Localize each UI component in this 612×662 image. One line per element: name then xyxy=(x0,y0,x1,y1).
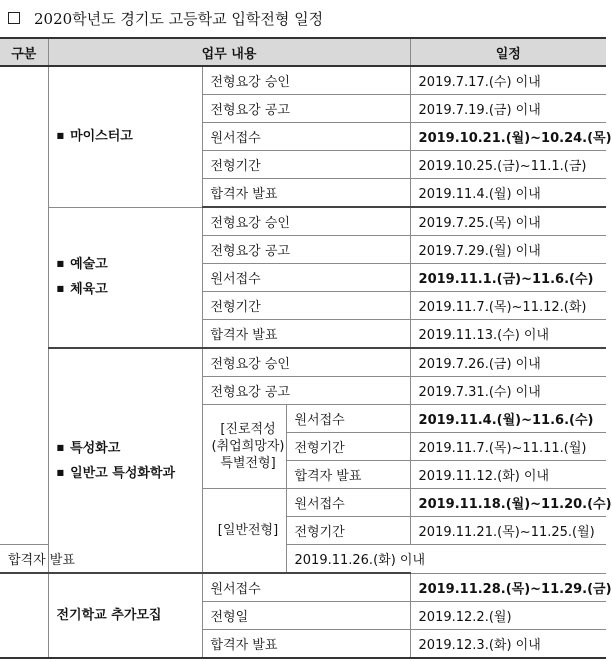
task-cell: 전형요강 공고 xyxy=(202,236,410,264)
table-row xyxy=(0,207,606,236)
page-title xyxy=(8,5,323,31)
task-cell: 전형요강 공고 xyxy=(202,377,410,405)
task-cell: 합격자 발표 xyxy=(202,179,410,208)
task-cell: 원서접수 xyxy=(286,405,410,433)
task-cell: 전형요강 승인 xyxy=(202,348,410,377)
task-cell: 합격자 발표 xyxy=(202,320,410,349)
header-gubun: 구분 xyxy=(0,38,48,66)
date-cell: 2019.11.1.(금)~11.6.(수) xyxy=(410,264,606,292)
gubun-cell xyxy=(0,66,48,545)
table-row xyxy=(0,66,606,95)
task-cell: 원서접수 xyxy=(286,489,410,517)
table-row xyxy=(0,348,606,377)
header-row xyxy=(0,38,606,66)
date-cell: 2019.10.21.(월)~10.24.(목) xyxy=(410,123,606,151)
category-special: ■ 특성화고 ■ 일반고 특성화학과 xyxy=(48,348,202,573)
date-cell: 2019.11.4.(월) 이내 xyxy=(410,179,606,208)
task-cell: 전형기간 xyxy=(286,517,410,545)
checkbox-square-icon xyxy=(8,12,20,24)
date-cell: 2019.11.18.(월)~11.20.(수) xyxy=(410,489,606,517)
category-arts: ■ 예술고 ■ 체육고 xyxy=(48,207,202,348)
subcategory-general: [일반전형] xyxy=(202,489,286,574)
header-schedule: 일정 xyxy=(410,38,606,66)
date-cell: 2019.11.7.(목)~11.11.(월) xyxy=(410,433,606,461)
square-bullet-icon: ■ xyxy=(56,467,65,477)
date-cell: 2019.7.29.(월) 이내 xyxy=(410,236,606,264)
schedule-table xyxy=(0,37,612,659)
square-bullet-icon: ■ xyxy=(56,284,65,294)
date-cell: 2019.7.26.(금) 이내 xyxy=(410,348,606,377)
date-cell: 2019.11.28.(목)~11.29.(금) xyxy=(410,573,606,602)
date-cell: 2019.11.21.(목)~11.25.(월) xyxy=(410,517,606,545)
gubun-cell xyxy=(0,573,48,658)
date-cell: 2019.7.17.(수) 이내 xyxy=(410,66,606,95)
category-jeongi: 전기학교 추가모집 xyxy=(48,573,202,658)
date-cell: 2019.12.2.(월) xyxy=(410,602,606,630)
date-cell: 2019.10.25.(금)~11.1.(금) xyxy=(410,151,606,179)
task-cell: 전형기간 xyxy=(286,433,410,461)
task-cell: 전형기간 xyxy=(202,292,410,320)
header-task: 업무 내용 xyxy=(48,38,410,66)
table-row xyxy=(0,573,606,602)
date-cell: 2019.7.31.(수) 이내 xyxy=(410,377,606,405)
date-cell: 2019.11.7.(목)~11.12.(화) xyxy=(410,292,606,320)
task-cell: 합격자 발표 xyxy=(0,545,48,574)
task-cell: 전형일 xyxy=(202,602,410,630)
task-cell: 전형요강 승인 xyxy=(202,207,410,236)
date-cell: 2019.11.12.(화) 이내 xyxy=(410,461,606,489)
date-cell: 2019.7.25.(목) 이내 xyxy=(410,207,606,236)
square-bullet-icon: ■ xyxy=(56,131,65,141)
task-cell: 원서접수 xyxy=(202,123,410,151)
subcategory-career: [진로적성 (취업희망자) 특별전형] xyxy=(202,405,286,489)
task-cell: 원서접수 xyxy=(202,264,410,292)
square-bullet-icon: ■ xyxy=(56,259,65,269)
task-cell: 합격자 발표 xyxy=(286,461,410,489)
date-cell: 2019.7.19.(금) 이내 xyxy=(410,95,606,123)
title-text: 2020학년도 경기도 고등학교 입학전형 일정 xyxy=(34,9,324,28)
task-cell: 전형요강 승인 xyxy=(202,66,410,95)
task-cell: 원서접수 xyxy=(202,573,410,602)
date-cell: 2019.11.4.(월)~11.6.(수) xyxy=(410,405,606,433)
square-bullet-icon: ■ xyxy=(56,442,65,452)
task-cell: 전형요강 공고 xyxy=(202,95,410,123)
date-cell: 2019.12.3.(화) 이내 xyxy=(410,630,606,659)
category-meister: ■ 마이스터고 xyxy=(48,66,202,207)
date-cell: 2019.11.13.(수) 이내 xyxy=(410,320,606,349)
task-cell: 전형기간 xyxy=(202,151,410,179)
date-cell: 2019.11.26.(화) 이내 xyxy=(286,545,410,574)
task-cell: 합격자 발표 xyxy=(202,630,410,659)
